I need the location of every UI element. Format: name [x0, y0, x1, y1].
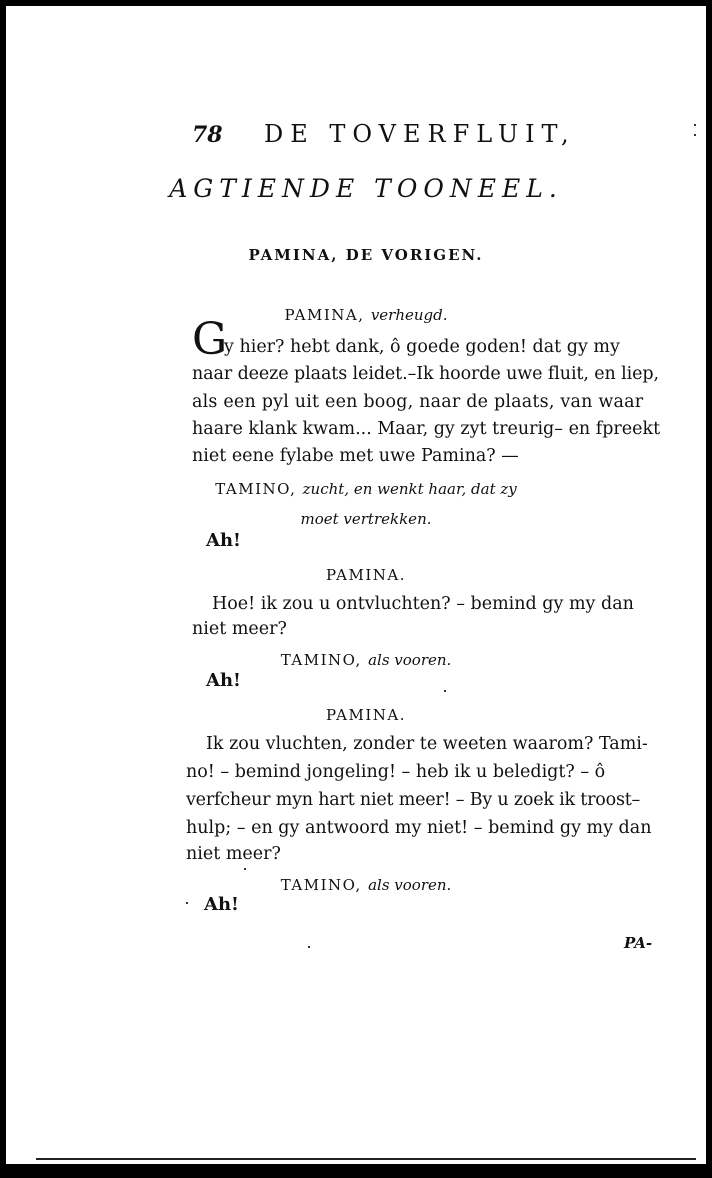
- page-bottom-edge: [36, 1158, 696, 1160]
- speaker-name: TAMINO,: [280, 876, 362, 894]
- ink-speck: [694, 124, 696, 126]
- text-line: Ik zou vluchten, zonder te weeten waarom? Tami-: [206, 734, 648, 754]
- catchword: PA-: [624, 934, 653, 952]
- ink-speck: [444, 690, 446, 692]
- page-header: [6, 118, 706, 158]
- speaker-heading: [6, 306, 706, 324]
- scan-edge: [706, 0, 712, 1178]
- stage-direction: als vooren.: [368, 876, 452, 894]
- stage-direction: zucht, en wenkt haar, dat zy: [302, 480, 517, 498]
- stage-direction: als vooren.: [368, 651, 452, 669]
- ink-speck: [694, 134, 696, 136]
- speaker-name: PAMINA,: [284, 306, 365, 324]
- book-page: [6, 6, 706, 1164]
- text-line: naar deeze plaats leidet.–Ik hoorde uwe fluit, en liep,: [192, 364, 660, 384]
- ink-speck: [186, 902, 188, 904]
- stage-direction-continued: moet vertrekken.: [300, 510, 432, 528]
- speaker-heading: PAMINA.: [325, 706, 407, 724]
- ink-speck: [308, 946, 310, 948]
- speaker-heading: PAMINA.: [325, 566, 407, 584]
- stage-direction: verheugd.: [370, 306, 448, 324]
- drop-cap: G: [192, 314, 228, 365]
- text-line: hulp; – en gy antwoord my niet! – bemind gy my dan: [186, 818, 652, 838]
- text-line: niet eene fylabe met uwe Pamina? —: [192, 446, 519, 466]
- speaker-name: TAMINO,: [215, 480, 297, 498]
- text-line: Hoe! ik zou u ontvluchten? – bemind gy my dan: [212, 594, 634, 614]
- reply-text: Ah!: [206, 670, 241, 691]
- scene-characters: PAMINA, DE VORIGEN.: [248, 246, 484, 264]
- page-number: 78: [192, 122, 223, 148]
- text-line: niet meer?: [186, 844, 281, 864]
- speaker-name: TAMINO,: [280, 651, 362, 669]
- ink-speck: [244, 868, 246, 870]
- text-line: niet meer?: [192, 619, 287, 639]
- text-line: verfcheur myn hart niet meer! – By u zoek ik troost–: [186, 790, 641, 810]
- reply-text: Ah!: [206, 530, 241, 551]
- scene-title: AGTIENDE TOONEEL.: [169, 174, 563, 203]
- speaker-heading: [6, 480, 706, 498]
- reply-text: Ah!: [204, 894, 239, 915]
- text-line: y hier? hebt dank, ô goede goden! dat gy my: [224, 337, 620, 357]
- running-title: DE TOVERFLUIT,: [264, 120, 576, 148]
- text-line: no! – bemind jongeling! – heb ik u beledigt? – ô: [186, 762, 606, 782]
- text-line: als een pyl uit een boog, naar de plaats, van waar: [192, 392, 644, 412]
- speaker-heading: [6, 651, 706, 669]
- text-line: haare klank kwam... Maar, gy zyt treurig– en fpreekt: [192, 419, 661, 439]
- speaker-heading: [6, 876, 706, 894]
